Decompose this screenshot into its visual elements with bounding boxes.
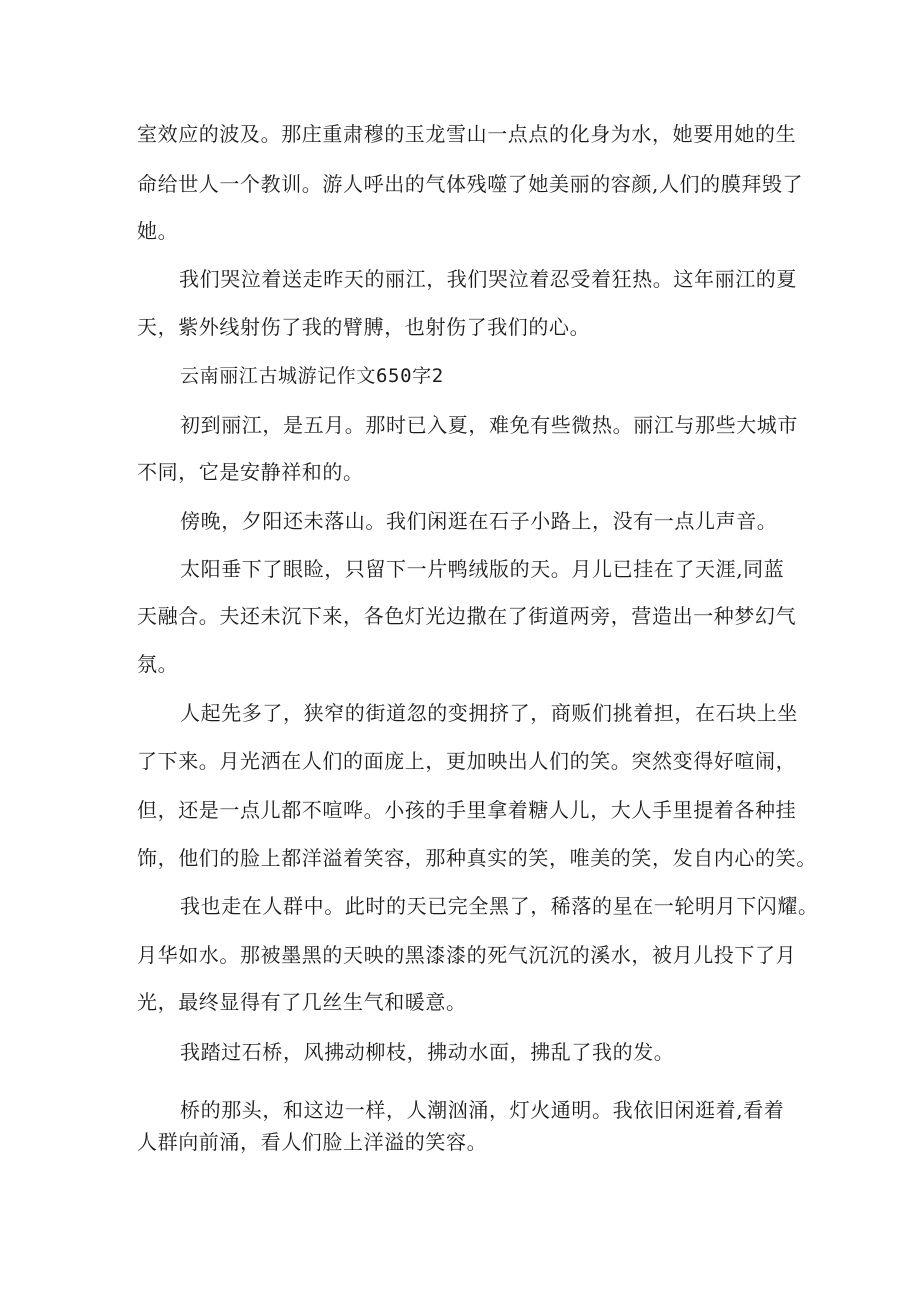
text-line: 傍晚，夕阳还未落山。我们闲逛在石子小路上，没有一点儿声音。 bbox=[180, 509, 778, 533]
text-line: 我们哭泣着送走昨天的丽江，我们哭泣着忍受着狂热。这年丽江的夏 bbox=[179, 267, 797, 291]
text-line: 室效应的波及。那庄重肃穆的玉龙雪山一点点的化身为水，她要用她的生 bbox=[137, 122, 797, 146]
text-line: 命给世人一个教训。游人呼出的气体残噬了她美丽的容颜,人们的膜拜毁了 bbox=[137, 172, 804, 196]
text-line: 初到丽江，是五月。那时已入夏，难免有些微热。丽江与那些大城市 bbox=[180, 413, 798, 437]
text-line: 氛。 bbox=[137, 652, 179, 676]
text-line: 不同，它是安静祥和的。 bbox=[137, 460, 364, 484]
text-line: 人起先多了，狭窄的街道忽的变拥挤了，商贩们挑着担，在石块上坐 bbox=[180, 701, 798, 725]
text-line: 光，最终显得有了几丝生气和暖意。 bbox=[137, 990, 467, 1014]
section-heading: 云南丽江古城游记作文650字2 bbox=[180, 365, 444, 387]
text-line: 人群向前涌，看人们脸上洋溢的笑容。 bbox=[137, 1130, 488, 1154]
text-line: 月华如水。那被墨黑的天映的黑漆漆的死气沉沉的溪水，被月儿投下了月 bbox=[137, 943, 797, 967]
text-line: 天，紫外线射伤了我的臂膊，也射伤了我们的心。 bbox=[137, 315, 591, 339]
text-line: 桥的那头，和这边一样，人潮汹涌，灯火通明。我依旧闲逛着,看着 bbox=[180, 1098, 785, 1122]
text-line: 了下来。月光洒在人们的面庞上，更加映出人们的笑。突然变得好喧闹， bbox=[137, 749, 797, 773]
text-line: 饰，他们的脸上都洋溢着笑容，那种真实的笑，唯美的笑，发自内心的笑。 bbox=[137, 846, 817, 870]
text-line: 太阳垂下了眼睑，只留下一片鸭绒版的天。月儿已挂在了天涯,同蓝 bbox=[180, 557, 785, 581]
text-line: 天融合。夫还未沉下来，各色灯光边撒在了街道两旁，营造出一种梦幻气 bbox=[137, 604, 797, 628]
text-line: 我也走在人群中。此时的天已完全黑了，稀落的星在一轮明月下闪耀。 bbox=[180, 894, 819, 918]
text-line: 我踏过石桥，风拂动柳枝，拂动水面，拂乱了我的发。 bbox=[180, 1040, 675, 1064]
text-line: 她。 bbox=[137, 219, 179, 243]
text-line: 但，还是一点儿都不喧哗。小孩的手里拿着糖人儿，大人手里提着各种挂 bbox=[137, 798, 797, 822]
